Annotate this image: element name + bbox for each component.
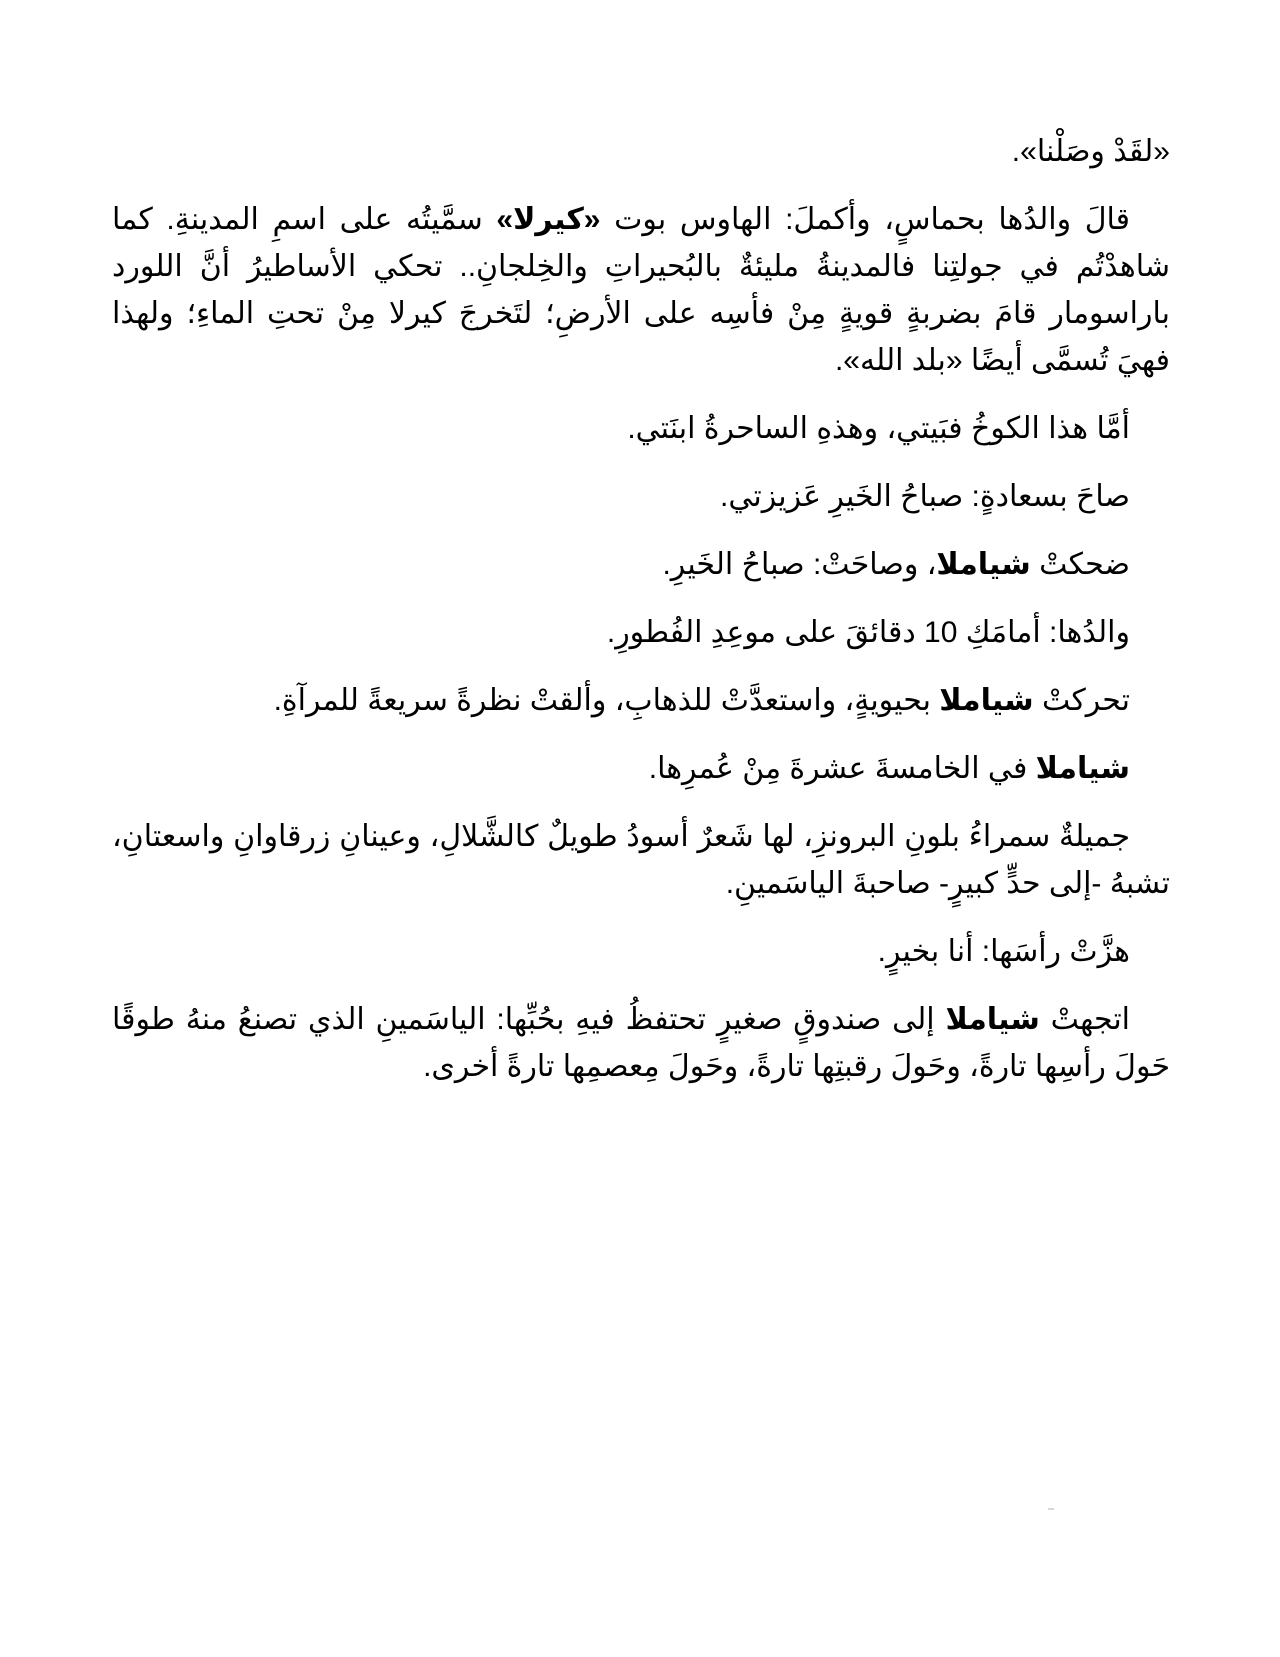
paragraph-breakfast-time	[112, 609, 1170, 656]
text-run: سمَّيتُه على اسمِ المدينةِ. كما شاهدْتُم في جولتِنا فالمدينةُ مليئةٌ بالبُحيراتِ والخِلجانِ.. تحكي الأساطيرُ أنَّ اللورد باراسومار قامَ بضربةٍ قويةٍ مِنْ فأسِه على الأرضِ؛ لتَخرجَ كيرلا مِنْ تحتِ الماءِ؛ ولهذا فهيَ تُسمَّى أيضًا «بلد الله».	[112, 203, 1170, 377]
bold-name-shyamala: شياملا	[945, 1003, 1040, 1036]
text-run: بحيويةٍ، واستعدَّتْ للذهابِ، وألقتْ نظرةً سريعةً للمرآةِ.	[273, 684, 940, 717]
text-run: تحركتْ	[1033, 684, 1130, 717]
text-run: ، وصاحَتْ: صباحُ الخَيرِ.	[662, 548, 937, 581]
text-run: والدُها: أمامَكِ 10 دقائقَ على موعِدِ الفُطورِ.	[606, 616, 1130, 649]
paragraph-arrival	[112, 128, 1170, 175]
paragraph-shyamala-description	[112, 813, 1170, 907]
document-body	[112, 128, 1170, 1111]
scan-mark	[1048, 1508, 1054, 1510]
text-run: اتجهتْ	[1039, 1003, 1131, 1036]
text-run: هزَّتْ رأسَها: أنا بخيرٍ.	[877, 935, 1130, 968]
text-run: قالَ والدُها بحماسٍ، وأكملَ: الهاوس بوت	[600, 203, 1130, 236]
paragraph-shyamala-age	[112, 745, 1170, 792]
text-run: «لقَدْ وصَلْنا».	[1011, 135, 1170, 168]
bold-name-shyamala: شياملا	[1035, 752, 1130, 785]
text-run: صاحَ بسعادةٍ: صباحُ الخَيرِ عَزيزتي.	[720, 480, 1130, 513]
bold-name-shyamala: شياملا	[936, 548, 1031, 581]
paragraph-shyamala-laughs	[112, 541, 1170, 588]
text-run: إلى صندوقٍ صغيرٍ تحتفظُ فيهِ بحُبِّها: الياسَمينِ الذي تصنعُ منهُ طوقًا حَولَ رأسِها تارةً، وحَولَ رقبتِها تارةً، وحَولَ مِعصمِها تارةً أخرى.	[112, 1003, 1170, 1083]
paragraph-good-morning	[112, 473, 1170, 520]
text-run: أمَّا هذا الكوخُ فبَيتي، وهذهِ الساحرةُ ابنَتي.	[627, 412, 1130, 445]
bold-name-shyamala: شياملا	[939, 684, 1034, 717]
paragraph-nod	[112, 928, 1170, 975]
paragraph-shyamala-moves	[112, 677, 1170, 724]
text-run: ضحكتْ	[1030, 548, 1130, 581]
paragraph-kerala-legend	[112, 196, 1170, 384]
text-run: في الخامسةَ عشرةَ مِنْ عُمرِها.	[648, 752, 1036, 785]
text-run: جميلةٌ سمراءُ بلونِ البرونزِ، لها شَعرٌ أسودُ طويلٌ كالشَّلالِ، وعينانِ زرقاوانِ واسعتانِ، تشبهُ -إلى حدٍّ كبيرٍ- صاحبةَ الياسَمينِ.	[112, 820, 1170, 900]
bold-name-kerala: «كيرلا»	[496, 203, 601, 236]
paragraph-house-daughter	[112, 405, 1170, 452]
paragraph-jasmine-box	[112, 996, 1170, 1090]
